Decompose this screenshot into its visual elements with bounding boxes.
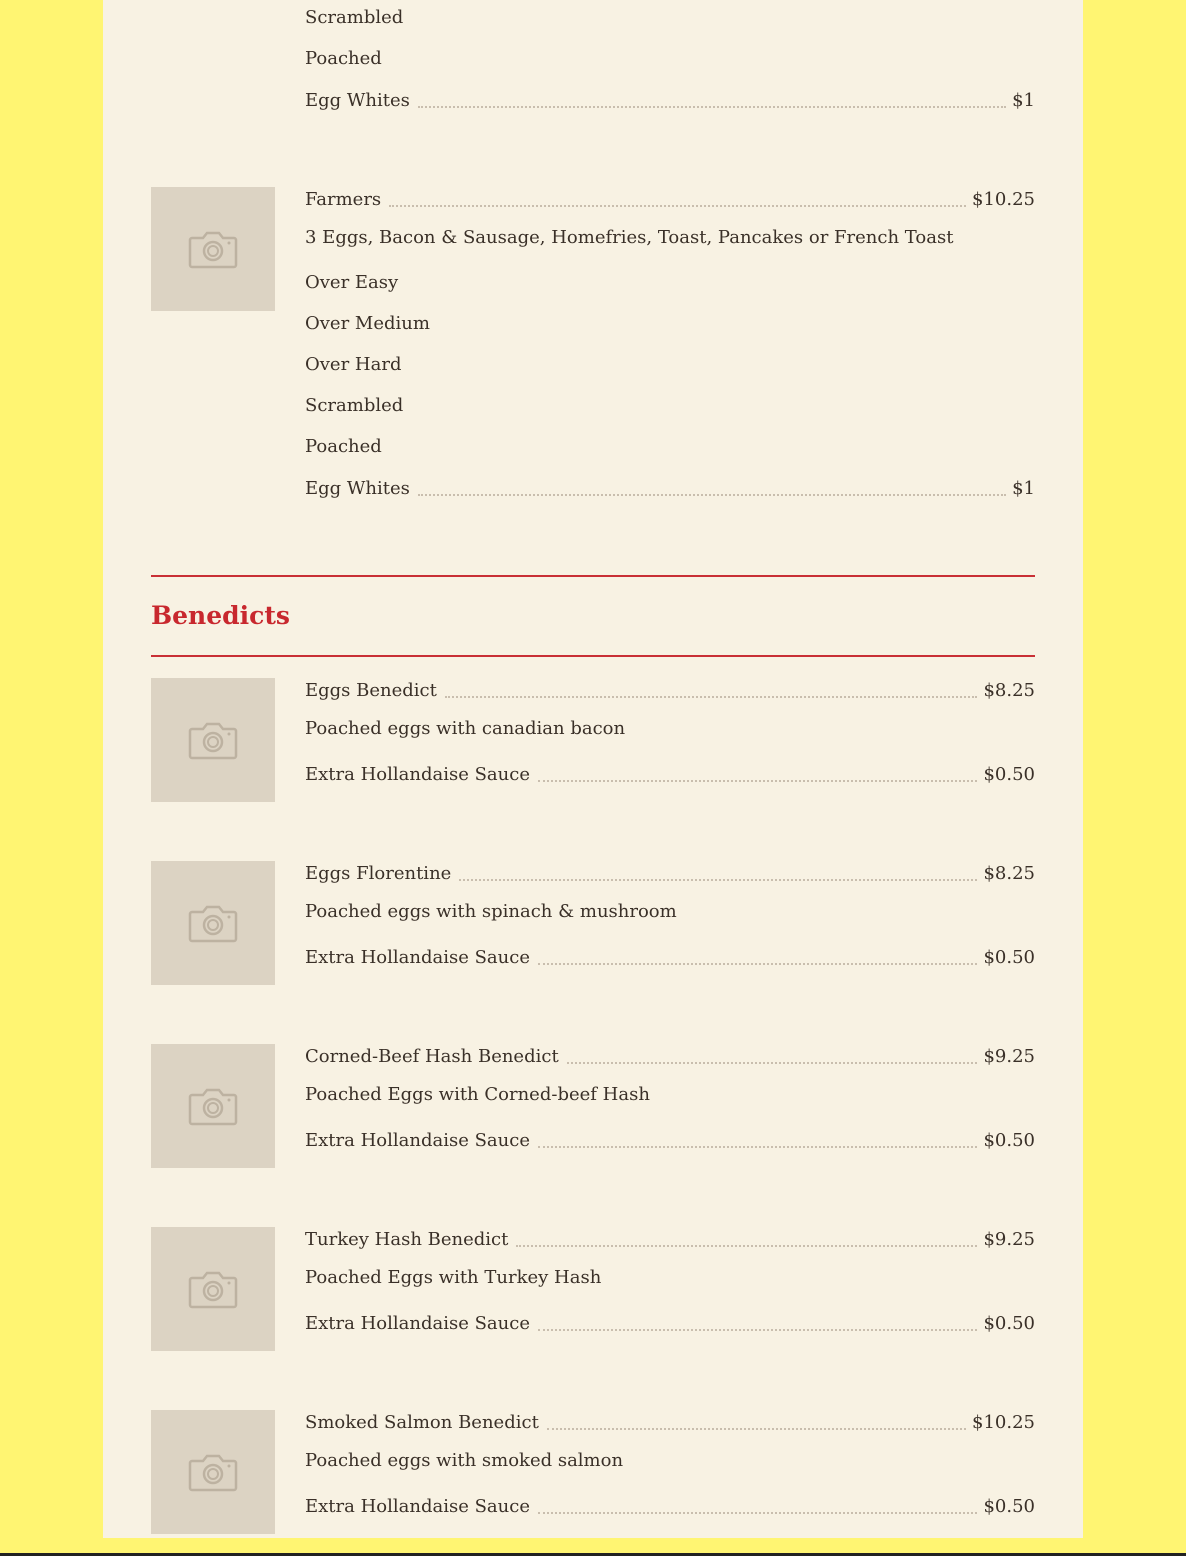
item-name: Eggs Florentine: [305, 863, 452, 884]
menu-item-turkey-hash-benedict[interactable]: [305, 1227, 1035, 1251]
dot-leader: [418, 105, 1006, 108]
item-price: $9.25: [983, 1046, 1035, 1067]
item-name: Farmers: [305, 189, 382, 210]
item-photo-placeholder[interactable]: [151, 187, 275, 311]
item-description: Poached Eggs with Turkey Hash: [305, 1267, 602, 1288]
camera-icon: [188, 720, 238, 760]
addon-price: $0.50: [983, 947, 1035, 968]
dot-leader: [538, 779, 978, 782]
item-description: Poached eggs with canadian bacon: [305, 718, 626, 739]
addon-price: $0.50: [983, 1313, 1035, 1334]
dot-leader: [538, 1145, 978, 1148]
item-description: 3 Eggs, Bacon & Sausage, Homefries, Toast, Pancakes or French Toast: [305, 227, 954, 248]
item-price: $10.25: [972, 1412, 1035, 1433]
section-divider-bottom: [151, 655, 1035, 657]
dot-leader: [547, 1427, 966, 1430]
menu-item-smoked-salmon-benedict[interactable]: [305, 1410, 1035, 1434]
addon-row: [305, 945, 1035, 969]
dot-leader: [538, 1511, 978, 1514]
menu-item-eggs-benedict[interactable]: [305, 678, 1035, 702]
addon-row: [305, 88, 1035, 112]
addon-row: [305, 762, 1035, 786]
item-photo-placeholder[interactable]: [151, 1410, 275, 1534]
item-name: Smoked Salmon Benedict: [305, 1412, 539, 1433]
menu-item-corned-beef-hash-benedict[interactable]: [305, 1044, 1035, 1068]
item-description: Poached Eggs with Corned-beef Hash: [305, 1084, 650, 1105]
dot-leader: [538, 962, 978, 965]
menu-panel: [103, 0, 1083, 1538]
dot-leader: [538, 1328, 978, 1331]
item-name: Turkey Hash Benedict: [305, 1229, 509, 1250]
camera-icon: [188, 1452, 238, 1492]
addon-row: [305, 1311, 1035, 1335]
camera-icon: [188, 903, 238, 943]
addon-price: $0.50: [983, 1130, 1035, 1151]
addon-row: [305, 1494, 1035, 1518]
option-poached: Poached: [305, 48, 382, 69]
camera-icon: [188, 229, 238, 269]
addon-name: Extra Hollandaise Sauce: [305, 1130, 530, 1151]
item-photo-placeholder[interactable]: [151, 1227, 275, 1351]
addon-price: $0.50: [983, 764, 1035, 785]
item-description: Poached eggs with smoked salmon: [305, 1450, 624, 1471]
item-price: $8.25: [983, 863, 1035, 884]
camera-icon: [188, 1269, 238, 1309]
addon-name: Extra Hollandaise Sauce: [305, 1313, 530, 1334]
item-photo-placeholder[interactable]: [151, 861, 275, 985]
item-photo-placeholder[interactable]: [151, 1044, 275, 1168]
dot-leader: [459, 878, 977, 881]
option-over-medium: Over Medium: [305, 313, 430, 334]
dot-leader: [445, 695, 978, 698]
item-price: $9.25: [983, 1229, 1035, 1250]
option-poached: Poached: [305, 436, 382, 457]
addon-price: $0.50: [983, 1496, 1035, 1517]
camera-icon: [188, 1086, 238, 1126]
addon-row: [305, 476, 1035, 500]
item-photo-placeholder[interactable]: [151, 678, 275, 802]
section-divider-top: [151, 575, 1035, 577]
section-title: Benedicts: [151, 601, 290, 630]
menu-item-eggs-florentine[interactable]: [305, 861, 1035, 885]
item-name: Eggs Benedict: [305, 680, 437, 701]
addon-price: $1: [1012, 90, 1035, 111]
addon-name: Extra Hollandaise Sauce: [305, 947, 530, 968]
dot-leader: [567, 1061, 978, 1064]
menu-item-farmers[interactable]: [305, 187, 1035, 211]
addon-name: Egg Whites: [305, 90, 410, 111]
option-scrambled: Scrambled: [305, 7, 404, 28]
addon-price: $1: [1012, 478, 1035, 499]
item-description: Poached eggs with spinach & mushroom: [305, 901, 677, 922]
addon-row: [305, 1128, 1035, 1152]
item-name: Corned-Beef Hash Benedict: [305, 1046, 559, 1067]
dot-leader: [516, 1244, 977, 1247]
addon-name: Extra Hollandaise Sauce: [305, 1496, 530, 1517]
dot-leader: [389, 204, 966, 207]
option-scrambled: Scrambled: [305, 395, 404, 416]
dot-leader: [418, 493, 1006, 496]
addon-name: Egg Whites: [305, 478, 410, 499]
option-over-easy: Over Easy: [305, 272, 399, 293]
option-over-hard: Over Hard: [305, 354, 402, 375]
item-price: $8.25: [983, 680, 1035, 701]
item-price: $10.25: [972, 189, 1035, 210]
addon-name: Extra Hollandaise Sauce: [305, 764, 530, 785]
